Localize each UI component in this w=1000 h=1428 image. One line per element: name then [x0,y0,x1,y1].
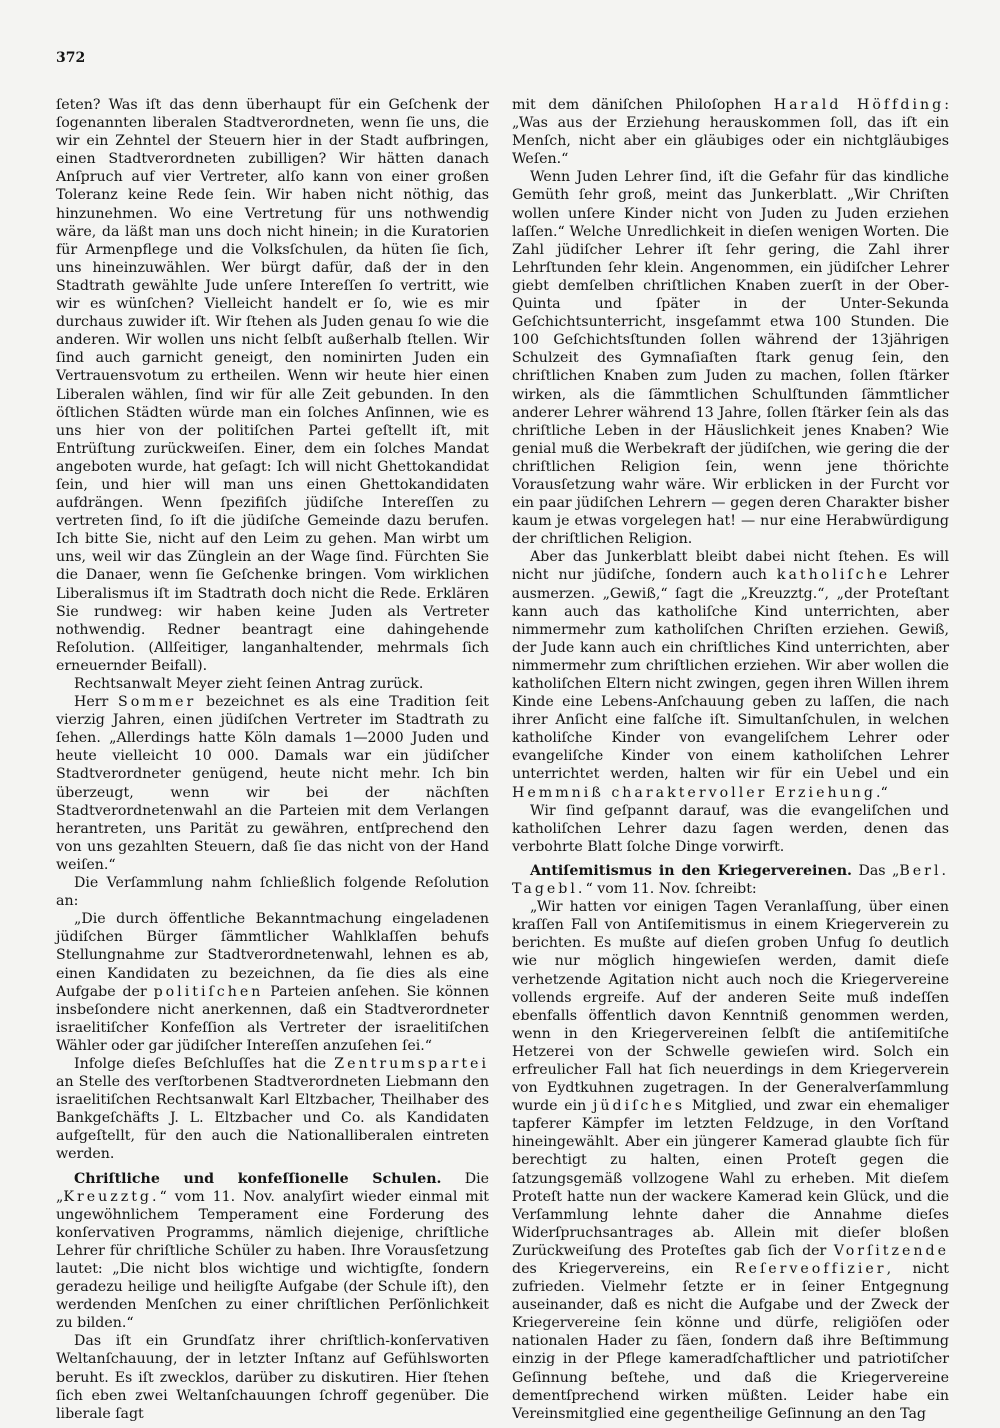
text: , nicht zufrieden. Vielmehr ſetzte er in ſeiner Entgegnung auseinander, daß es nicht die Aufgabe und der Zweck der Kriegervereine ſein könne und dürfe, religiöſen oder nationalen Hader zu ſäen, ſondern daß ihre Beſtimmung einzig in der Pflege kameradſchaftlicher und patriotiſcher Geſinnung beſtehe, und daß die Kriegervereine dementſprechend wirken müßten. Leider habe ein Vereinsmitglied eine gegentheilige Geſinnung an den Tag [512,1261,949,1422]
paragraph: Wenn Juden Lehrer ſind, iſt die Gefahr für das kindliche Gemüth ſehr groß, meint das Junkerblatt. „Wir Chriſten wollen unſere Kinder nicht von Juden zu Juden erziehen laſſen.“ Welche Unredlichkeit in dieſen wenigen Worten. Die Zahl jüdiſcher Lehrer iſt ſehr gering, die Zahl ihrer Lehrſtunden ſehr klein. Angenommen, ein jüdiſcher Lehrer giebt demſelben chriſtlichen Knaben zuerſt in der Ober-Quinta und ſpäter in der Unter-Sekunda Geſchichtsunterricht, insgeſammt etwa 100 Stunden. Die 100 Geſchichtsſtunden ſollen während der 13jährigen Schulzeit des Gymnaſiaſten ſtark genug ſein, den chriſtlichen Knaben zum Juden zu machen, ſollen ſtärker wirken, als die ſämmtlichen Schulſtunden ſämmtlicher anderer Lehrer während 13 Jahre, ſollen ſtärker ſein als das chriſtliche Leben in der Häuslichkeit jenes Knaben? Wie genial muß die Werbekraft der jüdiſchen, wie gering die der chriſtlichen Religion ſein, wenn jene thörichte Vorausſetzung wahr wäre. Wir erblicken in der Furcht vor ein paar jüdiſchen Lehrern — gegen deren Charakter bisher kaum je etwas vorgelegen hat! — nur eine Herabwürdigung der chriſtlichen Religion. [512,169,949,548]
text: des Kriegervereins, ein [512,1261,735,1277]
text: Herr [74,694,118,711]
text: “ vom 11. Nov. analyſirt wieder einmal mit ungewöhnlichem Temperament eine Forderung des konſervativen Programms, nämlich diejenige, chriſtliche Lehrer für chriſtliche Schüler zu haben. Ihre Vorausſetzung lautet: „Die nicht blos wichtige und wichtigſte, ſondern geradezu heilige und heiligſte Aufgabe (der Schule iſt), den werdenden Menſchen zu einer chriſtlichen Perſönlichkeit zu bilden.“ [56,1188,489,1332]
paragraph [56,1055,489,1164]
paragraph: Wir ſind geſpannt darauf, was die evangeliſchen und katholiſchen Lehrer dazu ſagen werden, denen das verbohrte Blatt ſolche Dinge vorwirft. [512,802,949,855]
text: mit dem däniſchen Philoſophen [512,97,774,113]
text: Lehrer ausmerzen. „Gewiß,“ ſagt die „Kreuzztg.“, „der Proteſtant kann auch das katholiſche Kind unterrichten, aber nimmermehr zum katholiſchen Chriſten erziehen. Gewiß, der Jude kann auch ein chriſtliches Kind unterrichten, aber nimmermehr zum chriſtlichen erziehen. Wir aber wollen die katholiſchen Eltern nicht zwingen, gegen ihren Willen ihrem Kinde eine Lebens-Anſchauung geben zu laſſen, die nach ihrer Anſicht eine falſche iſt. Simultanſchulen, in welchen katholiſche Kinder von evangeliſchem Lehrer oder evangeliſche Kinder von einem katholiſchen Lehrer unterrichtet werden, halten wir für ein Uebel und ein [512,567,949,783]
text: Mitglied, und zwar ein ehemaliger tapferer Kämpfer im letzten Feldzuge, in den Vorſtand hineingewählt. Aber ein jüngerer Kamerad glaubte ſich für berechtigt zu halten, einen Proteſt gegen die ſatzungsgemäß vollzogene Wahl zu erheben. Mit dieſem Proteſt hatte nun der wackere Kamerad kein Glück, und die Verſammlung lehnte daher die Annahme dieſes Widerſpruchsantrages ab. Allein mit dieſer bloßen Zurückweiſung des Proteſtes gab ſich der [512,1098,949,1259]
text: Aber das Junkerblatt bleibt dabei nicht ſtehen. Es will nicht nur jüdiſche, ſondern auch [512,549,949,584]
left-column [56,96,489,1423]
section [512,862,949,898]
text: Die „ [56,1170,489,1205]
paragraph [512,548,949,801]
text: an Stelle des verſtorbenen Stadtverordneten Liebmann den israelitiſchen Rechtsanwalt Karl Eltzbacher, Theilhaber des Bankgeſchäfts J. L. Eltzbacher und Co. als Kandidaten aufgeſtellt, für den auch die Nationalliberalen eintreten werden. [56,1074,489,1163]
spaced-term: Zentrumspartei [334,1055,489,1072]
paragraph: ſeten? Was iſt das denn überhaupt für ein Geſchenk der ſogenannten liberalen Stadtverordneten, wenn ſie uns, die wir ein Zehntel der Steuern hier in der Stadt aufbringen, einen Stadtverordneten zubilligen? Wir hätten danach Anſpruch auf vier Vertreter, alſo kann von einer großen Toleranz keine Rede ſein. Wir haben nicht nöthig, das hinzunehmen. Wo eine Vertretung für uns nothwendig wäre, da läßt man uns doch nicht hinein; in die Kuratorien für Armenpflege und die Volksſchulen, da hüten ſie ſich, uns hineinzuwählen. Wer bürgt dafür, daß der in den Stadtrath gewählte Jude unſere Intereſſen ſo vertritt, wie wir es wünſchen? Vielleicht handelt er ſo, wie es mir durchaus zuwider iſt. Wir ſtehen als Juden genau ſo wie die anderen. Wir wollen uns nicht ſelbſt außerhalb ſtellen. Wir ſind auch garnicht geneigt, den nominirten Juden ein Vertrauensvotum zu ertheilen. Wenn wir heute hier einen Liberalen wählen, ſind wir für alle Zeit gebunden. In den öſtlichen Städten würde man ein ſolches Anſinnen, wie es uns hier von der politiſchen Partei geſtellt iſt, mit Entrüſtung zurückweiſen. Einer, dem ein ſolches Mandat angeboten wurde, hat geſagt: Ich will nicht Ghettokandidat ſein, und hier will man uns einen Ghettokandidaten aufdrängen. Wenn ſpezifiſch jüdiſche Intereſſen zu vertreten ſind, ſo iſt die jüdiſche Gemeinde dazu berufen. Ich bitte Sie, nicht auf den Leim zu gehen. Man wirbt um uns, weil wir das Zünglein an der Wage ſind. Fürchten Sie die Danaer, wenn ſie Geſchenke bringen. Vom wirklichen Liberalismus iſt im Stadtrath doch nicht die Rede. Erklären Sie rundweg: wir haben keine Juden als Vertreter nothwendig. Redner beantragt eine dahingehende Reſolution. (Allſeitiger, langanhaltender, mehrmals ſich erneuernder Beifall). [56,97,489,674]
paragraph: Die Verſammlung nahm ſchließlich folgende Reſolution an: [56,875,489,910]
right-column [512,96,949,1423]
text: “ vom 11. Nov. ſchreibt: [585,881,757,898]
spaced-source: Berl. Tagebl. [512,862,950,898]
spaced-source: Kreuzztg. [63,1188,160,1205]
spaced-term: politiſchen [153,983,264,1000]
spaced-name: Sommer [117,694,197,711]
text: bezeichnet es als eine Tradition ſeit vierzig Jahren, einen jüdiſchen Vertreter im Stadtrath zu ſehen. „Allerdings hatte Köln damals 1—2000 Juden und heute vielleicht 10 000. Damals war ein jüdiſcher Stadtverordneter genügend, heute nicht mehr. Ich bin überzeugt, wenn wir bei der nächſten Stadtverordnetenwahl an die Parteien mit dem Verlangen herantreten, uns Parität zu gewähren, entſprechend den von uns gezahlten Steuern, daß ſie das nicht von der Hand weiſen.“ [56,694,489,873]
section-heading: Antiſemitismus in den Kriegervereinen. [530,862,853,879]
spaced-term: Hemmniß charaktervoller Erziehung [512,784,876,801]
paragraph: Rechtsanwalt Meyer zieht ſeinen Antrag zurück. [74,676,424,692]
text: Parteien anſehen. Sie können insbeſondere nicht anerkennen, daß ein Stadtverordneter israelitiſcher Konfeſſion als Vertreter der israelitiſchen Wähler oder gar jüdiſcher Intereſſen anzuſehen ſei.“ [56,983,489,1054]
paragraph [512,96,949,168]
quoted-article [512,898,949,1423]
section [56,1170,489,1333]
text: Infolge dieſes Beſchluſſes hat die [74,1055,335,1072]
section-heading: Chriſtliche und konfeſſionelle Schulen. [74,1170,442,1187]
text: „Wir hatten vor einigen Tagen Veranlaſſung, über einen kraſſen Fall von Antiſemitismus in einem Kriegerverein zu berichten. Es mußte auf dieſen groben Unfug ſo deutlich wie nur möglich hingewieſen werden, damit dieſe verhetzende Agitation nicht auch noch die Kriegervereine vollends ergreife. Auf der anderen Seite muß indeſſen ebenfalls öffentlich davon Kenntniß genommen werden, wenn in den Kriegervereinen ſelbſt die antiſemitiſche Hetzerei von der Schwelle gewieſen wird. Solch ein erfreulicher Fall hat ſich neuerdings in dem Kriegerverein von Eydtkuhnen zugetragen. In der Generalverſammlung wurde ein [512,899,949,1115]
spaced-term: katholiſche [776,567,891,584]
page-number: 372 [56,50,86,66]
spaced-term: Vorſitzende [833,1242,949,1259]
spaced-term: Reſerveoffizier [734,1261,887,1277]
paragraph [56,693,489,874]
text: „Die durch öffentliche Bekanntmachung eingeladenen jüdiſchen Bürger ſämmtlicher Wahlklaſſen behufs Stellungnahme zur Stadtverordnetenwahl, lehnen es ab, einen Kandidaten zu bezeichnen, da ſie dies als eine Aufgabe der [56,911,489,1000]
paragraph: Das iſt ein Grundſatz ihrer chriſtlich-konſervativen Weltanſchauung, der in letzter Inſtanz auf Gefühlsworten beruht. Es iſt zwecklos, darüber zu diskutiren. Hier ſtehen ſich eben zwei Weltanſchauungen ſchroff gegenüber. Die liberale ſagt [56,1333,489,1422]
text: : „Was aus der Erziehung herauskommen ſoll, das iſt ein Menſch, nicht aber ein gläubiges oder ein nichtgläubiges Weſen.“ [512,97,949,168]
resolution-quote [56,910,489,1055]
text: .“ [875,784,888,801]
spaced-term: jüdiſches [593,1098,686,1115]
spaced-name: Harald Höffding [773,97,945,113]
text: Das „ [852,862,900,879]
